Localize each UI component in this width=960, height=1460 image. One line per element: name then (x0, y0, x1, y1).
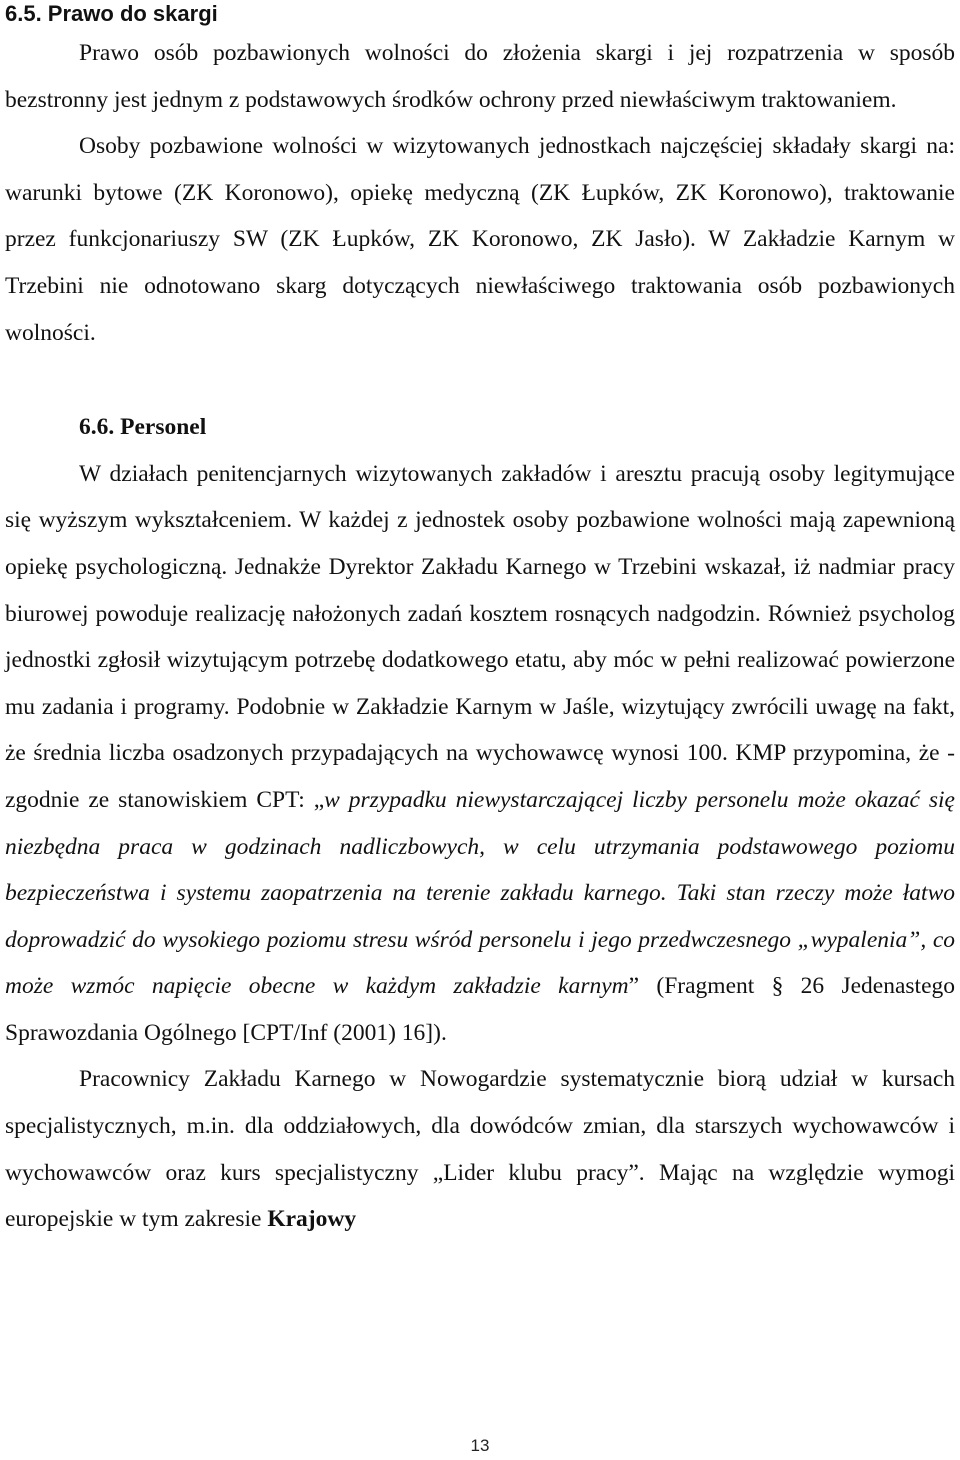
section-spacer (5, 356, 955, 404)
bold-term-krajowy: Krajowy (267, 1206, 357, 1233)
paragraph-personnel-training (5, 1056, 955, 1242)
section-heading-personnel: 6.6. Personel (79, 414, 207, 441)
paragraph-right-to-complain: Prawo osób pozbawionych wolności do złożenia skargi i jej rozpatrzenia w sposób bezstronny jest jednym z podstawowych środków ochrony przed niewłaściwym traktowaniem. (5, 40, 955, 113)
paragraph-personnel-citation: ” (Fragment § 26 Jedenastego Sprawozdania Ogólnego [CPT/Inf (2001) 16]). (5, 973, 955, 1046)
page-number: 13 (470, 1436, 490, 1455)
paragraph-complaints-summary: Osoby pozbawione wolności w wizytowanych jednostkach najczęściej składały skargi na: warunki bytowe (ZK Koronowo), opiekę medyczną (ZK Łupków, ZK Koronowo), traktowanie przez funkcjonariuszy SW (ZK Łupków, ZK Koronowo, ZK Jasło). W Zakładzie Karnym w Trzebini nie odnotowano skarg dotyczących niewłaściwego traktowania osób pozbawionych wolności. (5, 133, 955, 346)
document-page (5, 0, 955, 1243)
section-heading-complaints: 6.5. Prawo do skargi (5, 1, 218, 26)
paragraph-personnel-staffing (5, 451, 955, 1057)
paragraph-training-text: Pracownicy Zakładu Karnego w Nowogardzie systematycznie biorą udział w kursach specjalistycznych, m.in. dla oddziałowych, dla dowódców zmian, dla starszych wychowawców i wychowawców oraz kurs specjalistyczny „Lider klubu pracy”. Mając na względzie wymogi europejskie w tym zakresie (5, 1066, 955, 1233)
paragraph-personnel-text: W działach penitencjarnych wizytowanych zakładów i aresztu pracują osoby legitymujące się wyższym wykształceniem. W każdej z jednostek osoby pozbawione wolności mają zapewnioną opiekę psychologiczną. Jednakże Dyrektor Zakładu Karnego w Trzebini wskazał, iż nadmiar pracy biurowej powoduje realizację nałożonych zadań kosztem rosnących nadgodzin. Również psycholog jednostki zgłosił wizytującym potrzebę dodatkowego etatu, aby móc w pełni realizować powierzone mu zadania i programy. Podobnie w Zakładzie Karnym w Jaśle, wizytujący zwrócili uwagę na fakt, że średnia liczba osadzonych przypadających na wychowawcę wynosi 100. KMP przypomina, że - zgodnie ze stanowiskiem CPT: „ (5, 460, 955, 813)
cpt-quote: w przypadku niewystarczającej liczby personelu może okazać się niezbędna praca w godzinach nadliczbowych, w celu utrzymania podstawowego poziomu bezpieczeństwa i systemu zaopatrzenia na terenie zakładu karnego. Taki stan rzeczy może łatwo doprowadzić do wysokiego poziomu stresu wśród personelu i jego przedwczesnego „wypalenia”, co może wzmóc napięcie obecne w każdym zakładzie karnym (5, 786, 955, 1000)
